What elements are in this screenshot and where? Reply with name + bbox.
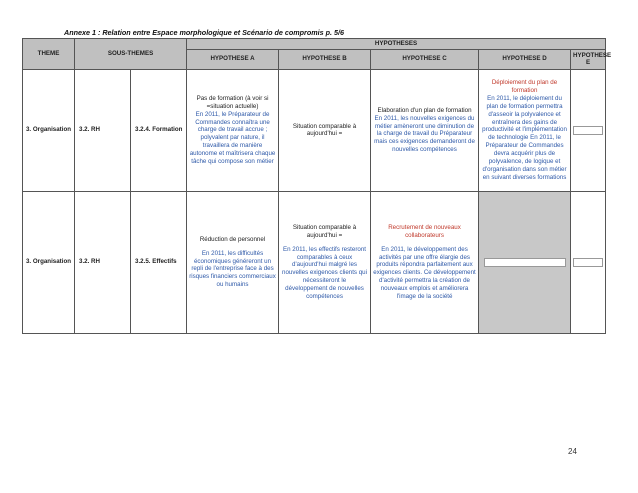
sub-theme-cell: 3.2. RH: [75, 191, 131, 333]
header-theme: THEME: [23, 39, 75, 70]
empty-box: [573, 258, 603, 267]
hypothesis-e-cell: [571, 191, 606, 333]
hypothesis-a-description: En 2011, les difficultés économiques généreront un repli de l'entreprise face à des risques financiers commerciaux ou humains: [189, 249, 276, 289]
header-hypothese-c: HYPOTHESE C: [371, 49, 479, 69]
header-hypothese-b: HYPOTHESE B: [279, 49, 371, 69]
empty-box: [484, 258, 566, 267]
empty-box: [573, 126, 603, 135]
hypothesis-b-title: Situation comparable à aujourd'hui =: [292, 223, 357, 239]
table-row: [23, 69, 606, 191]
theme-cell: 3. Organisation: [23, 69, 75, 191]
header-sous-themes: SOUS-THEMES: [75, 39, 187, 70]
table-caption: Annexe 1 : Relation entre Espace morphologique et Scénario de compromis p. 5/6: [64, 28, 344, 37]
header-hypotheses: HYPOTHESES: [187, 39, 606, 50]
hypothesis-a-description: En 2011, le Préparateur de Commandes connaîtra une charge de travail accrue ; polyvalent par nature, il travaillera de manière autonome et maîtrisera chaque tâche qui compose son métier: [189, 110, 276, 166]
hypothesis-b-title: Situation comparable à aujourd'hui =: [292, 122, 357, 138]
hypothesis-b-cell: [279, 69, 371, 191]
hypothesis-c-title: Elaboration d'un plan de formation: [377, 106, 472, 114]
sub-sub-theme-cell: 3.2.4. Formation: [131, 69, 187, 191]
hypothesis-b-cell: [279, 191, 371, 333]
page-number: 24: [568, 447, 577, 456]
hypothesis-c-description: En 2011, les nouvelles exigences du métier amèneront une diminution de la charge de travail du Préparateur mais ces exigences demanderont de nouvelles compétences: [374, 114, 475, 154]
hypothesis-d-title: Déploiement du plan de formation: [491, 78, 558, 94]
hypothesis-c-cell: [371, 191, 479, 333]
header-hypothese-d: HYPOTHESE D: [479, 49, 571, 69]
header-hypothese-a: HYPOTHESE A: [187, 49, 279, 69]
sub-theme-cell: 3.2. RH: [75, 69, 131, 191]
header-hypothese-e: HYPOTHESE E: [571, 49, 606, 69]
morphology-table: [22, 38, 612, 334]
hypothesis-c-title: Recrutement de nouveaux collaborateurs: [388, 223, 461, 239]
hypothesis-a-title: Réduction de personnel: [199, 235, 266, 243]
hypothesis-a-cell: [187, 191, 279, 333]
sub-sub-theme-cell: 3.2.5. Effectifs: [131, 191, 187, 333]
hypothesis-b-description: En 2011, les effectifs resteront comparables à ceux d'aujourd'hui malgré les nouvelles exigences clients qui nécessiteront le développement de nouvelles compétences: [282, 245, 367, 301]
hypothesis-a-cell: [187, 69, 279, 191]
table-row: [23, 191, 606, 333]
hypothesis-c-cell: [371, 69, 479, 191]
hypothesis-e-cell: [571, 69, 606, 191]
theme-cell: 3. Organisation: [23, 191, 75, 333]
hypothesis-c-description: En 2011, le développement des activités par une offre élargie des produits répondra parfaitement aux exigences clients. Ce développement d'activité permettra la création de nouveaux emplois et améliorera l'image de la société: [373, 245, 476, 301]
hypothesis-d-cell: [479, 69, 571, 191]
hypothesis-a-title: Pas de formation (à voir si =situation actuelle): [196, 94, 269, 110]
hypothesis-d-cell: [479, 191, 571, 333]
hypothesis-d-description: En 2011, le déploiement du plan de formation permettra d'asseoir la polyvalence et entraînera des gains de productivité et l'implémentation de technologie En 2011, le Préparateur de Commandes devra acquérir plus de polyvalence, de logique et d'organisation dans son métier en suivant diverses formations: [482, 94, 567, 182]
